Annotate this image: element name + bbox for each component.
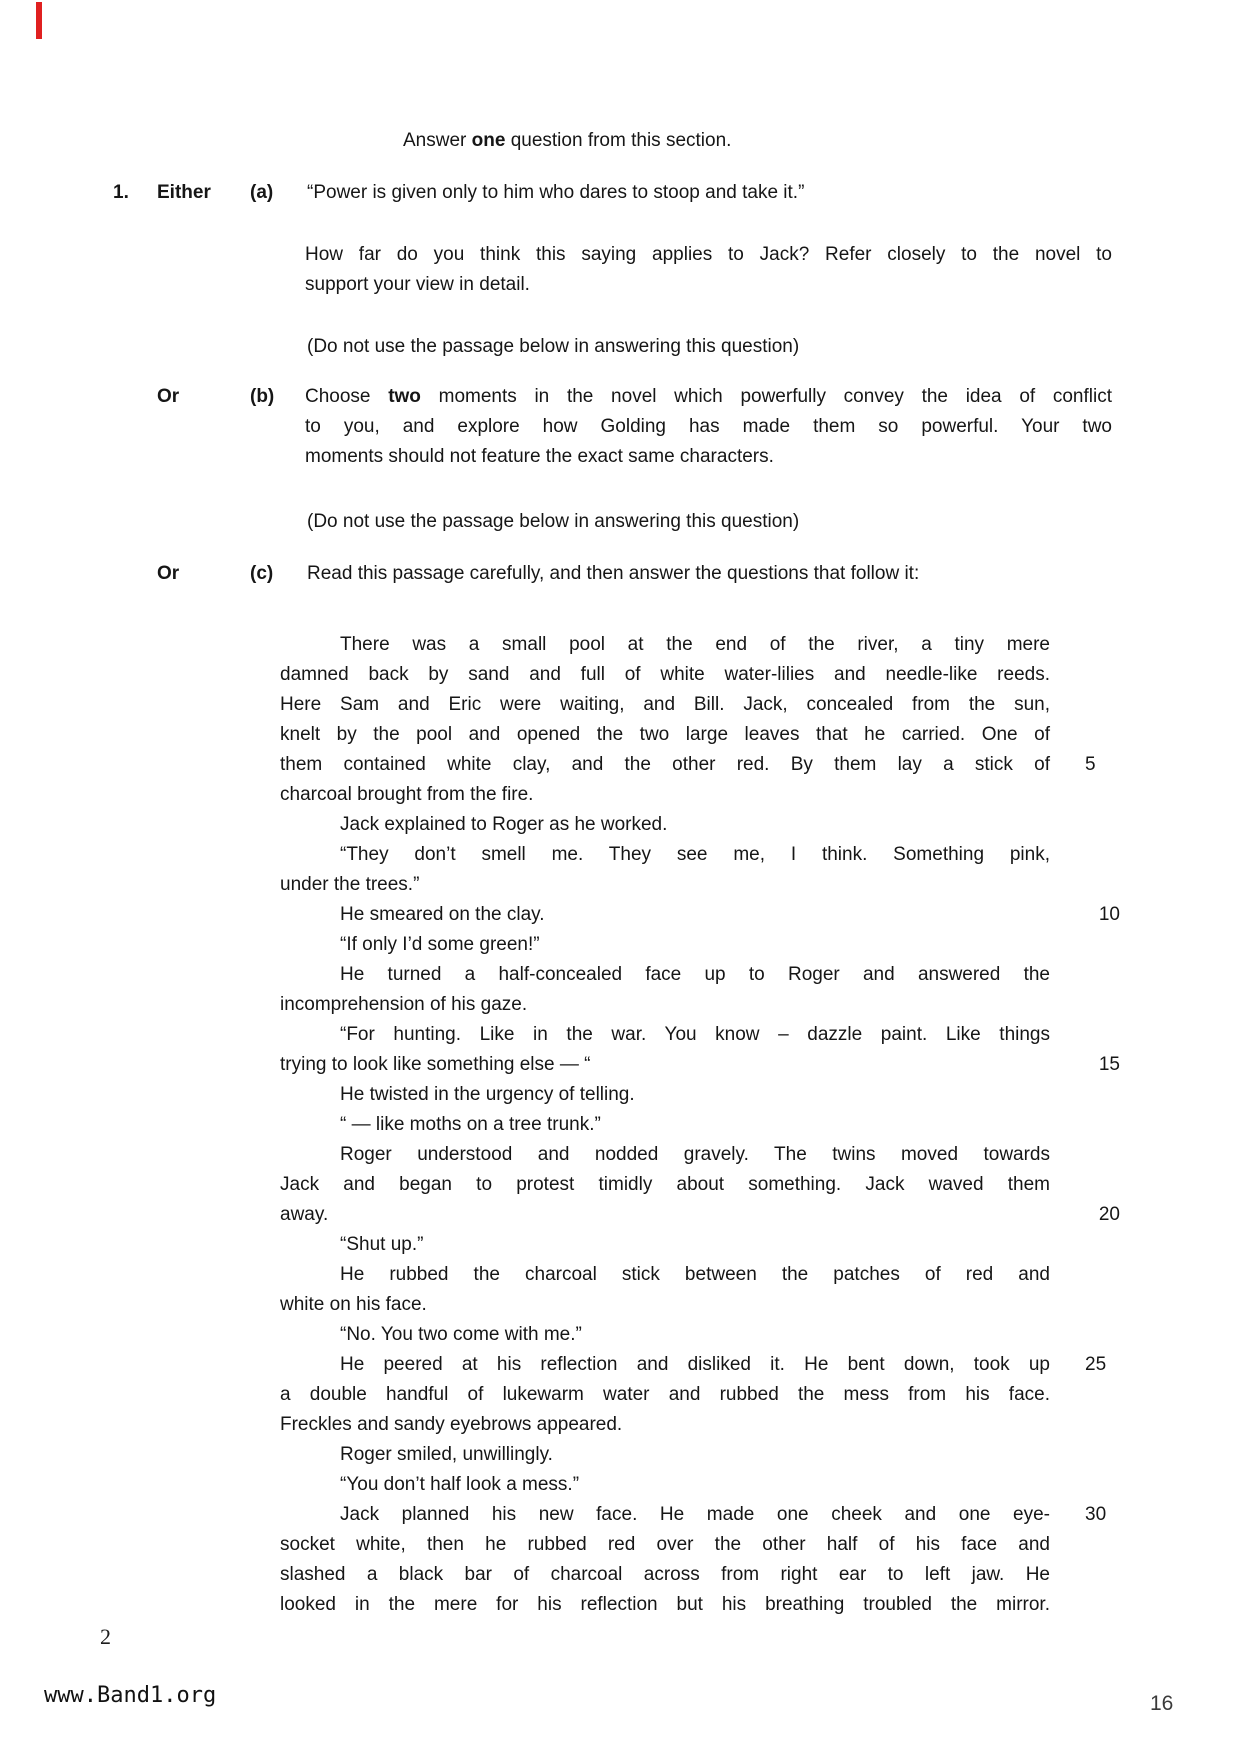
passage-line-text: He rubbed the charcoal stick between the patches of red and <box>340 1264 1050 1285</box>
passage-line-number: 25 <box>1085 1354 1107 1375</box>
passage-line-text: He twisted in the urgency of telling. <box>340 1084 635 1105</box>
passage-line-text: “They don’t smell me. They see me, I think. Something pink, <box>340 844 1050 865</box>
passage-line-text: Here Sam and Eric were waiting, and Bill. Jack, concealed from the sun, <box>280 694 1050 715</box>
either-label: Either <box>157 182 211 203</box>
passage-line-number: 10 <box>1098 904 1120 925</box>
passage-line-text: He smeared on the clay. <box>340 904 545 925</box>
passage-line <box>280 1140 1050 1170</box>
passage-line-text: “No. You two come with me.” <box>340 1324 582 1345</box>
do-not-use-note-1: (Do not use the passage below in answering this question) <box>307 336 800 357</box>
passage-line <box>280 810 1050 840</box>
or-label-1: Or <box>157 386 180 407</box>
passage-line-text: them contained white clay, and the other red. By them lay a stick of <box>280 754 1050 775</box>
passage-line <box>280 660 1050 690</box>
sheet-number: 16 <box>1150 1692 1174 1715</box>
instruction-post: question from this section. <box>505 130 732 151</box>
instruction-pre: Answer <box>403 130 472 151</box>
passage-extract <box>280 630 1120 1620</box>
passage-line <box>280 1470 1050 1500</box>
passage-line <box>280 780 1050 810</box>
passage-line <box>280 1080 1050 1110</box>
passage-line-text: “You don’t half look a mess.” <box>340 1474 580 1495</box>
passage-line-text: There was a small pool at the end of the river, a tiny mere <box>340 634 1050 655</box>
passage-line <box>280 870 1050 900</box>
passage-line <box>280 930 1050 960</box>
passage-line-text: damned back by sand and full of white water-lilies and needle-like reeds. <box>280 664 1050 685</box>
passage-line-text: Jack planned his new face. He made one cheek and one eye- <box>340 1504 1050 1525</box>
passage-line <box>280 1290 1050 1320</box>
passage-line <box>280 840 1050 870</box>
passage-line-text: He peered at his reflection and disliked it. He bent down, took up <box>340 1354 1050 1375</box>
passage-line <box>280 1590 1050 1620</box>
passage-line <box>280 990 1050 1020</box>
part-b-label: (b) <box>250 386 275 407</box>
part-b-line1-bold-two: two <box>388 386 421 407</box>
part-a-prompt-line: support your view in detail. <box>305 274 530 295</box>
passage-line-text: slashed a black bar of charcoal across from right ear to left jaw. He <box>280 1564 1050 1585</box>
instruction-bold-one: one <box>471 130 506 151</box>
passage-line <box>280 690 1050 720</box>
do-not-use-note-2: (Do not use the passage below in answering this question) <box>307 511 800 532</box>
passage-line-text: “ — like moths on a tree trunk.” <box>340 1114 601 1135</box>
passage-line-text: charcoal brought from the fire. <box>280 784 534 805</box>
part-c-label: (c) <box>250 563 274 584</box>
passage-line-text: Freckles and sandy eyebrows appeared. <box>280 1414 623 1435</box>
passage-line-number: 30 <box>1085 1504 1107 1525</box>
passage-line-text: Roger smiled, unwillingly. <box>340 1444 553 1465</box>
passage-line <box>280 1320 1050 1350</box>
passage-line-text: Jack and began to protest timidly about something. Jack waved them <box>280 1174 1050 1195</box>
passage-line <box>280 900 1120 930</box>
website-watermark: www.Band1.org <box>44 1683 217 1708</box>
passage-line-text: knelt by the pool and opened the two large leaves that he carried. One of <box>280 724 1050 745</box>
passage-line-number: 20 <box>1098 1204 1120 1225</box>
part-c-intro: Read this passage carefully, and then answer the questions that follow it: <box>307 563 920 584</box>
passage-line-text: incomprehension of his gaze. <box>280 994 528 1015</box>
part-b-text <box>305 382 1112 472</box>
passage-line-text: away. <box>280 1204 329 1225</box>
or-label-2: Or <box>157 563 180 584</box>
part-a-prompt <box>305 240 1112 300</box>
passage-line <box>280 1500 1107 1530</box>
passage-line <box>280 750 1096 780</box>
part-a-label: (a) <box>250 182 274 203</box>
passage-line-text: Roger understood and nodded gravely. The twins moved towards <box>340 1144 1050 1165</box>
passage-line <box>280 1440 1050 1470</box>
passage-line <box>280 1380 1050 1410</box>
passage-line-text: white on his face. <box>280 1294 427 1315</box>
part-a-quote: “Power is given only to him who dares to stoop and take it.” <box>307 182 805 203</box>
passage-line-number: 15 <box>1098 1054 1120 1075</box>
part-b-line1-pre: Choose <box>305 386 389 407</box>
passage-line <box>280 630 1050 660</box>
part-a-prompt-line: How far do you think this saying applies to Jack? Refer closely to the novel to <box>305 244 1112 265</box>
passage-line <box>280 1020 1050 1050</box>
passage-line-text: “For hunting. Like in the war. You know – dazzle paint. Like things <box>340 1024 1050 1045</box>
passage-line <box>280 1170 1050 1200</box>
passage-line-text: “Shut up.” <box>340 1234 424 1255</box>
passage-line <box>280 1410 1050 1440</box>
page-number: 2 <box>100 1624 111 1649</box>
question-number: 1. <box>113 182 129 203</box>
part-b-line <box>305 382 1112 412</box>
passage-line <box>280 1200 1120 1230</box>
passage-line-text: He turned a half-concealed face up to Roger and answered the <box>340 964 1050 985</box>
part-b-line: to you, and explore how Golding has made them so powerful. Your two <box>305 416 1112 437</box>
section-instruction <box>403 126 731 156</box>
passage-line-text: “If only I’d some green!” <box>340 934 540 955</box>
passage-line-text: socket white, then he rubbed red over the other half of his face and <box>280 1534 1050 1555</box>
passage-line <box>280 720 1050 750</box>
part-b-line1-post: moments in the novel which powerfully convey the idea of conflict <box>420 386 1112 407</box>
passage-line-text: a double handful of lukewarm water and rubbed the mess from his face. <box>280 1384 1050 1405</box>
passage-line <box>280 1110 1050 1140</box>
passage-line-text: looked in the mere for his reflection but his breathing troubled the mirror. <box>280 1594 1050 1615</box>
passage-line <box>280 1530 1050 1560</box>
passage-line-text: trying to look like something else — “ <box>280 1054 591 1075</box>
passage-line <box>280 960 1050 990</box>
passage-line <box>280 1560 1050 1590</box>
passage-line <box>280 1260 1050 1290</box>
passage-line-text: under the trees.” <box>280 874 420 895</box>
passage-line <box>280 1350 1107 1380</box>
scan-red-mark <box>36 2 42 39</box>
part-b-line: moments should not feature the exact same characters. <box>305 446 774 467</box>
passage-line-text: Jack explained to Roger as he worked. <box>340 814 668 835</box>
passage-line <box>280 1050 1120 1080</box>
passage-line <box>280 1230 1050 1260</box>
passage-line-number: 5 <box>1085 754 1096 775</box>
